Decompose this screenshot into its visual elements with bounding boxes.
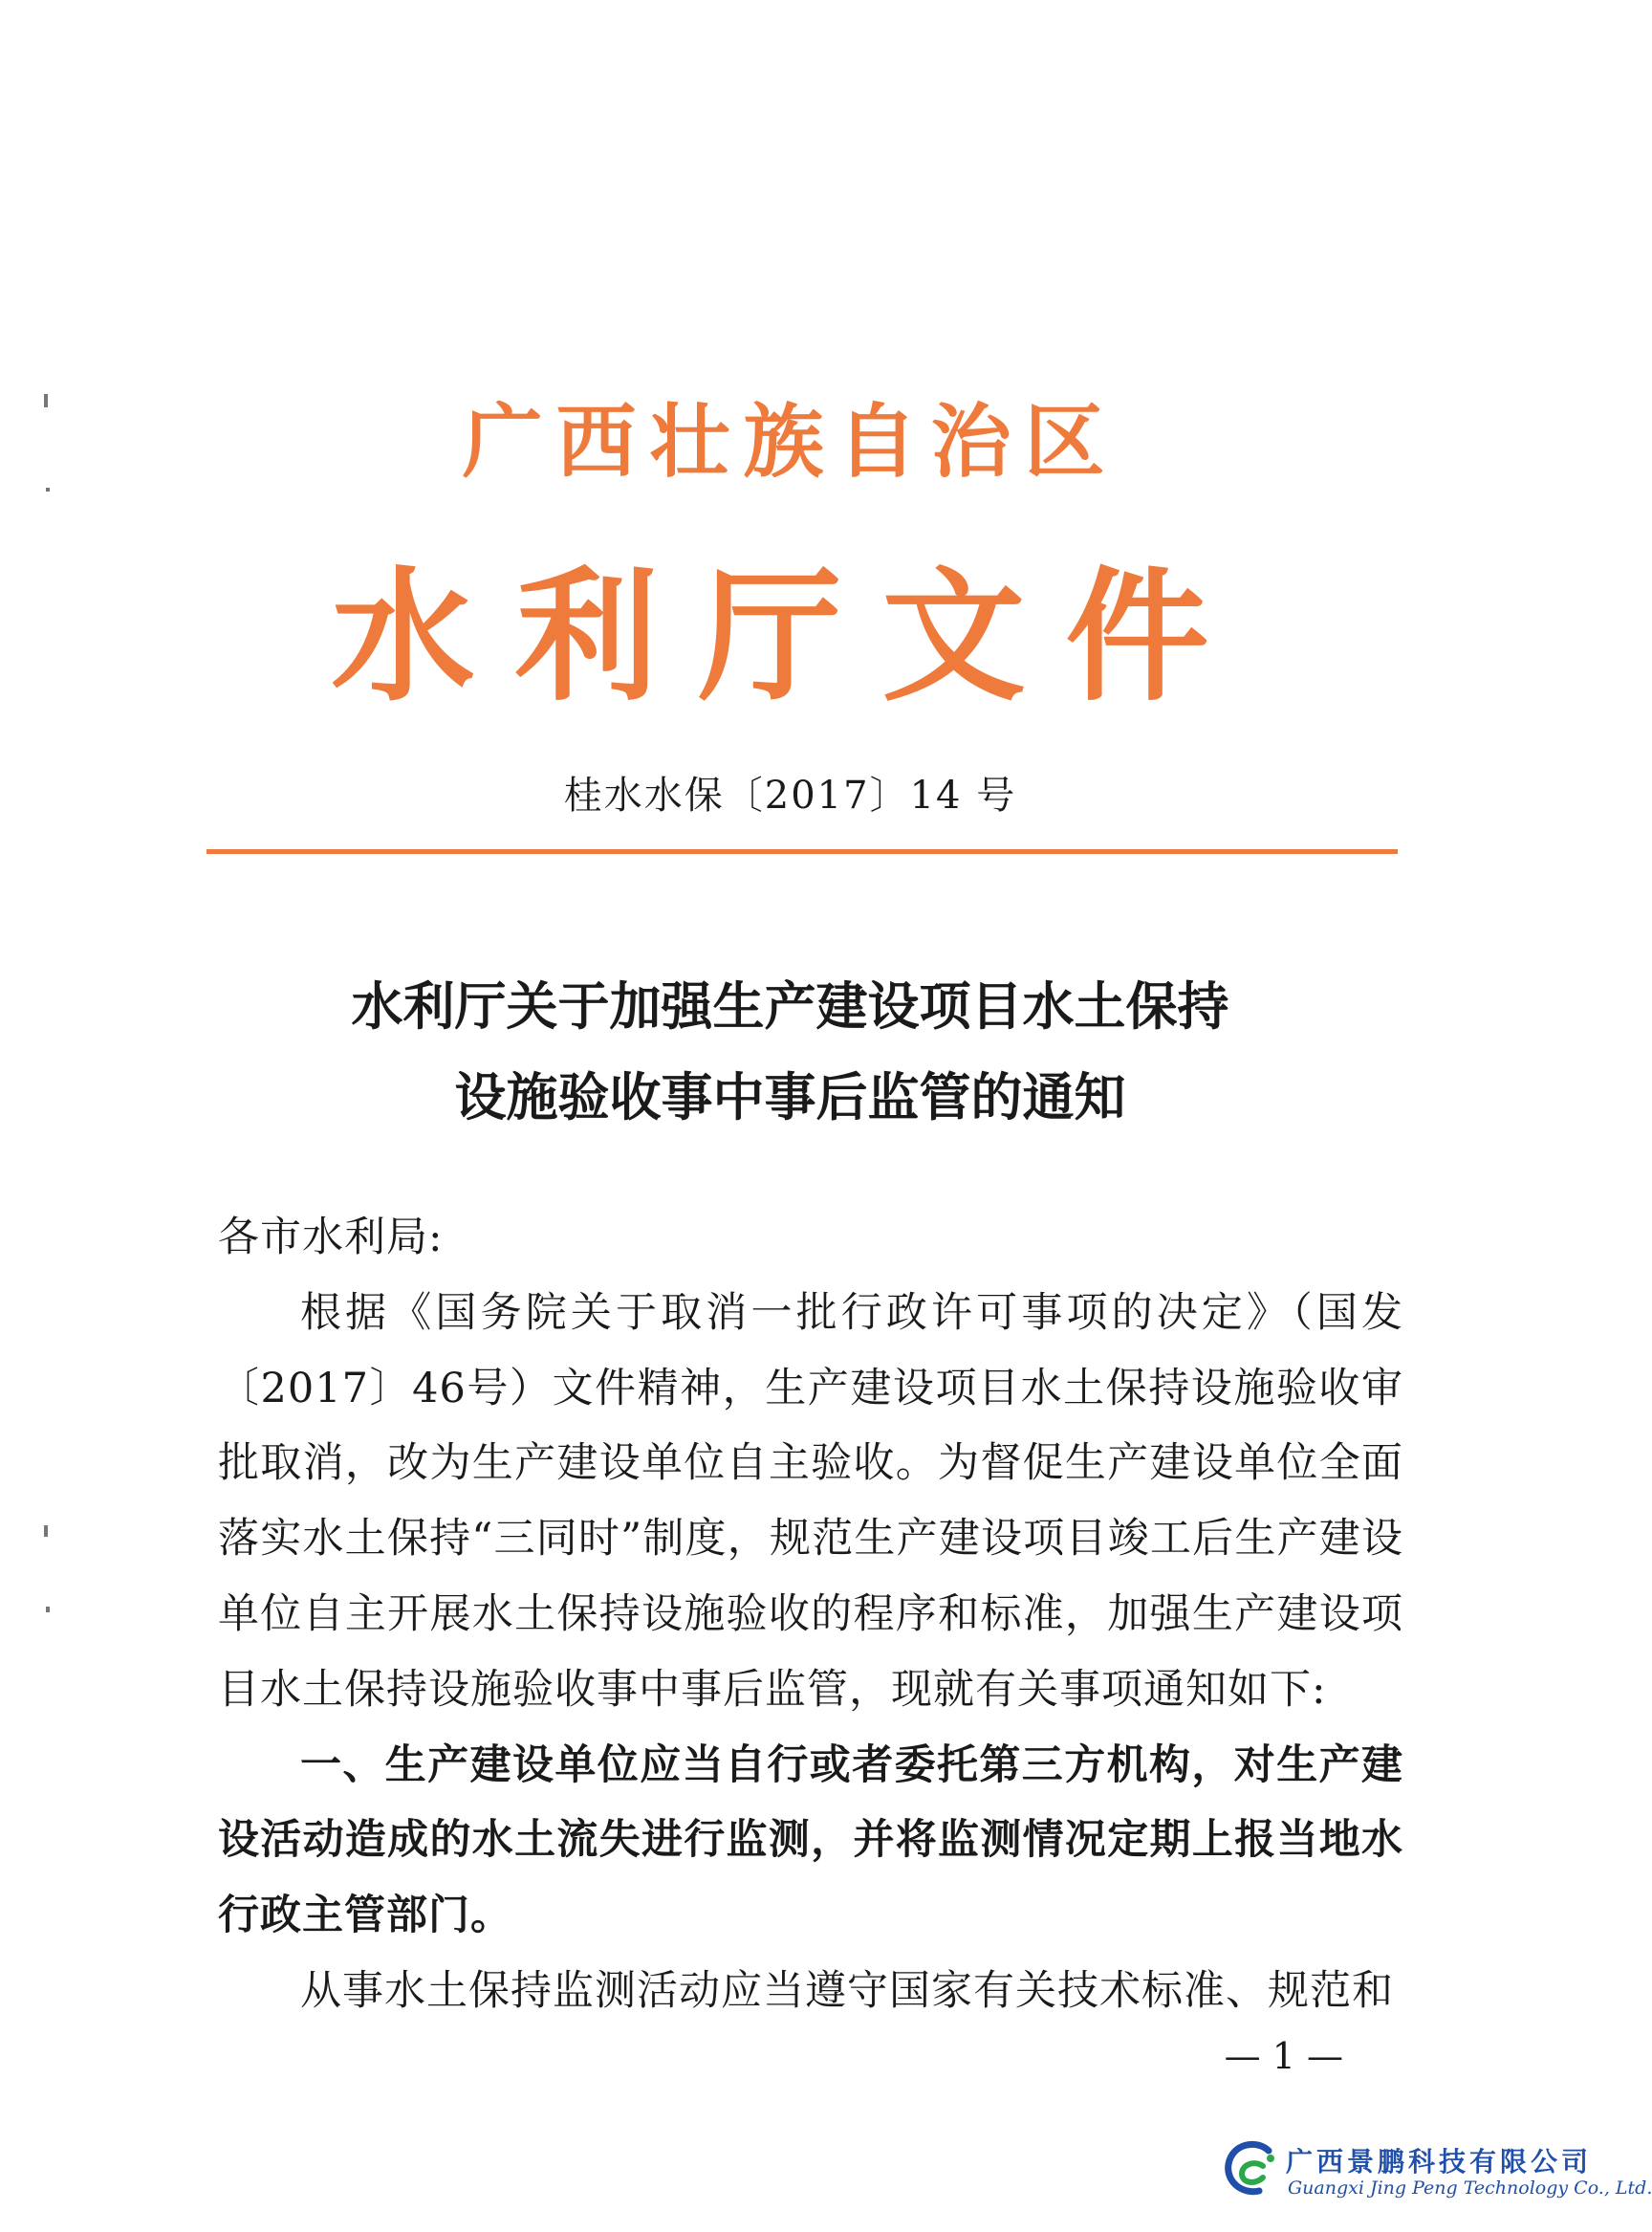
document-body (218, 1200, 1403, 2029)
header-separator-rule (206, 849, 1398, 854)
scan-speck (44, 1525, 48, 1537)
document-title-line-2: 设施验收事中事后监管的通知 (454, 1067, 1126, 1127)
scan-speck (46, 1607, 50, 1612)
section-heading-1: 一、生产建设单位应当自行或者委托第三方机构，对生产建设活动造成的水土流失进行监测，并将监测情况定期上报当地水行政主管部门。 (218, 1740, 1403, 1940)
body-paragraph-1: 根据《国务院关于取消一批行政许可事项的决定》（国发〔2017〕46号）文件精神，生产建设项目水土保持设施验收审批取消，改为生产建设单位自主验收。为督促生产建设单位全面落实水土保持“三同时”制度，规范生产建设项目竣工后生产建设单位自主开展水土保持设施验收的程序和标准，加强生产建设项目水土保持设施验收事中事后监管，现就有关事项通知如下: (218, 1288, 1403, 1714)
issuer-line-1: 广西壮族自治区 (462, 395, 1119, 489)
salutation: 各市水利局: (218, 1214, 444, 1261)
company-name-en: Guangxi Jing Peng Technology Co., Ltd. (1288, 2177, 1652, 2199)
company-watermark (1219, 2137, 1652, 2214)
page-number: — 1 — (1224, 2035, 1343, 2077)
document-title-line-1: 水利厅关于加强生产建设项目水土保持 (351, 976, 1229, 1037)
body-paragraph-2: 从事水土保持监测活动应当遵守国家有关技术标准、规范和 (300, 1966, 1394, 2015)
document-number: 桂水水保〔2017〕14 号 (563, 774, 1017, 818)
company-name-cn: 广西景鹏科技有限公司 (1286, 2146, 1593, 2177)
issuer-line-2: 水利厅文件 (331, 555, 1250, 721)
company-logo-icon (1219, 2137, 1284, 2202)
